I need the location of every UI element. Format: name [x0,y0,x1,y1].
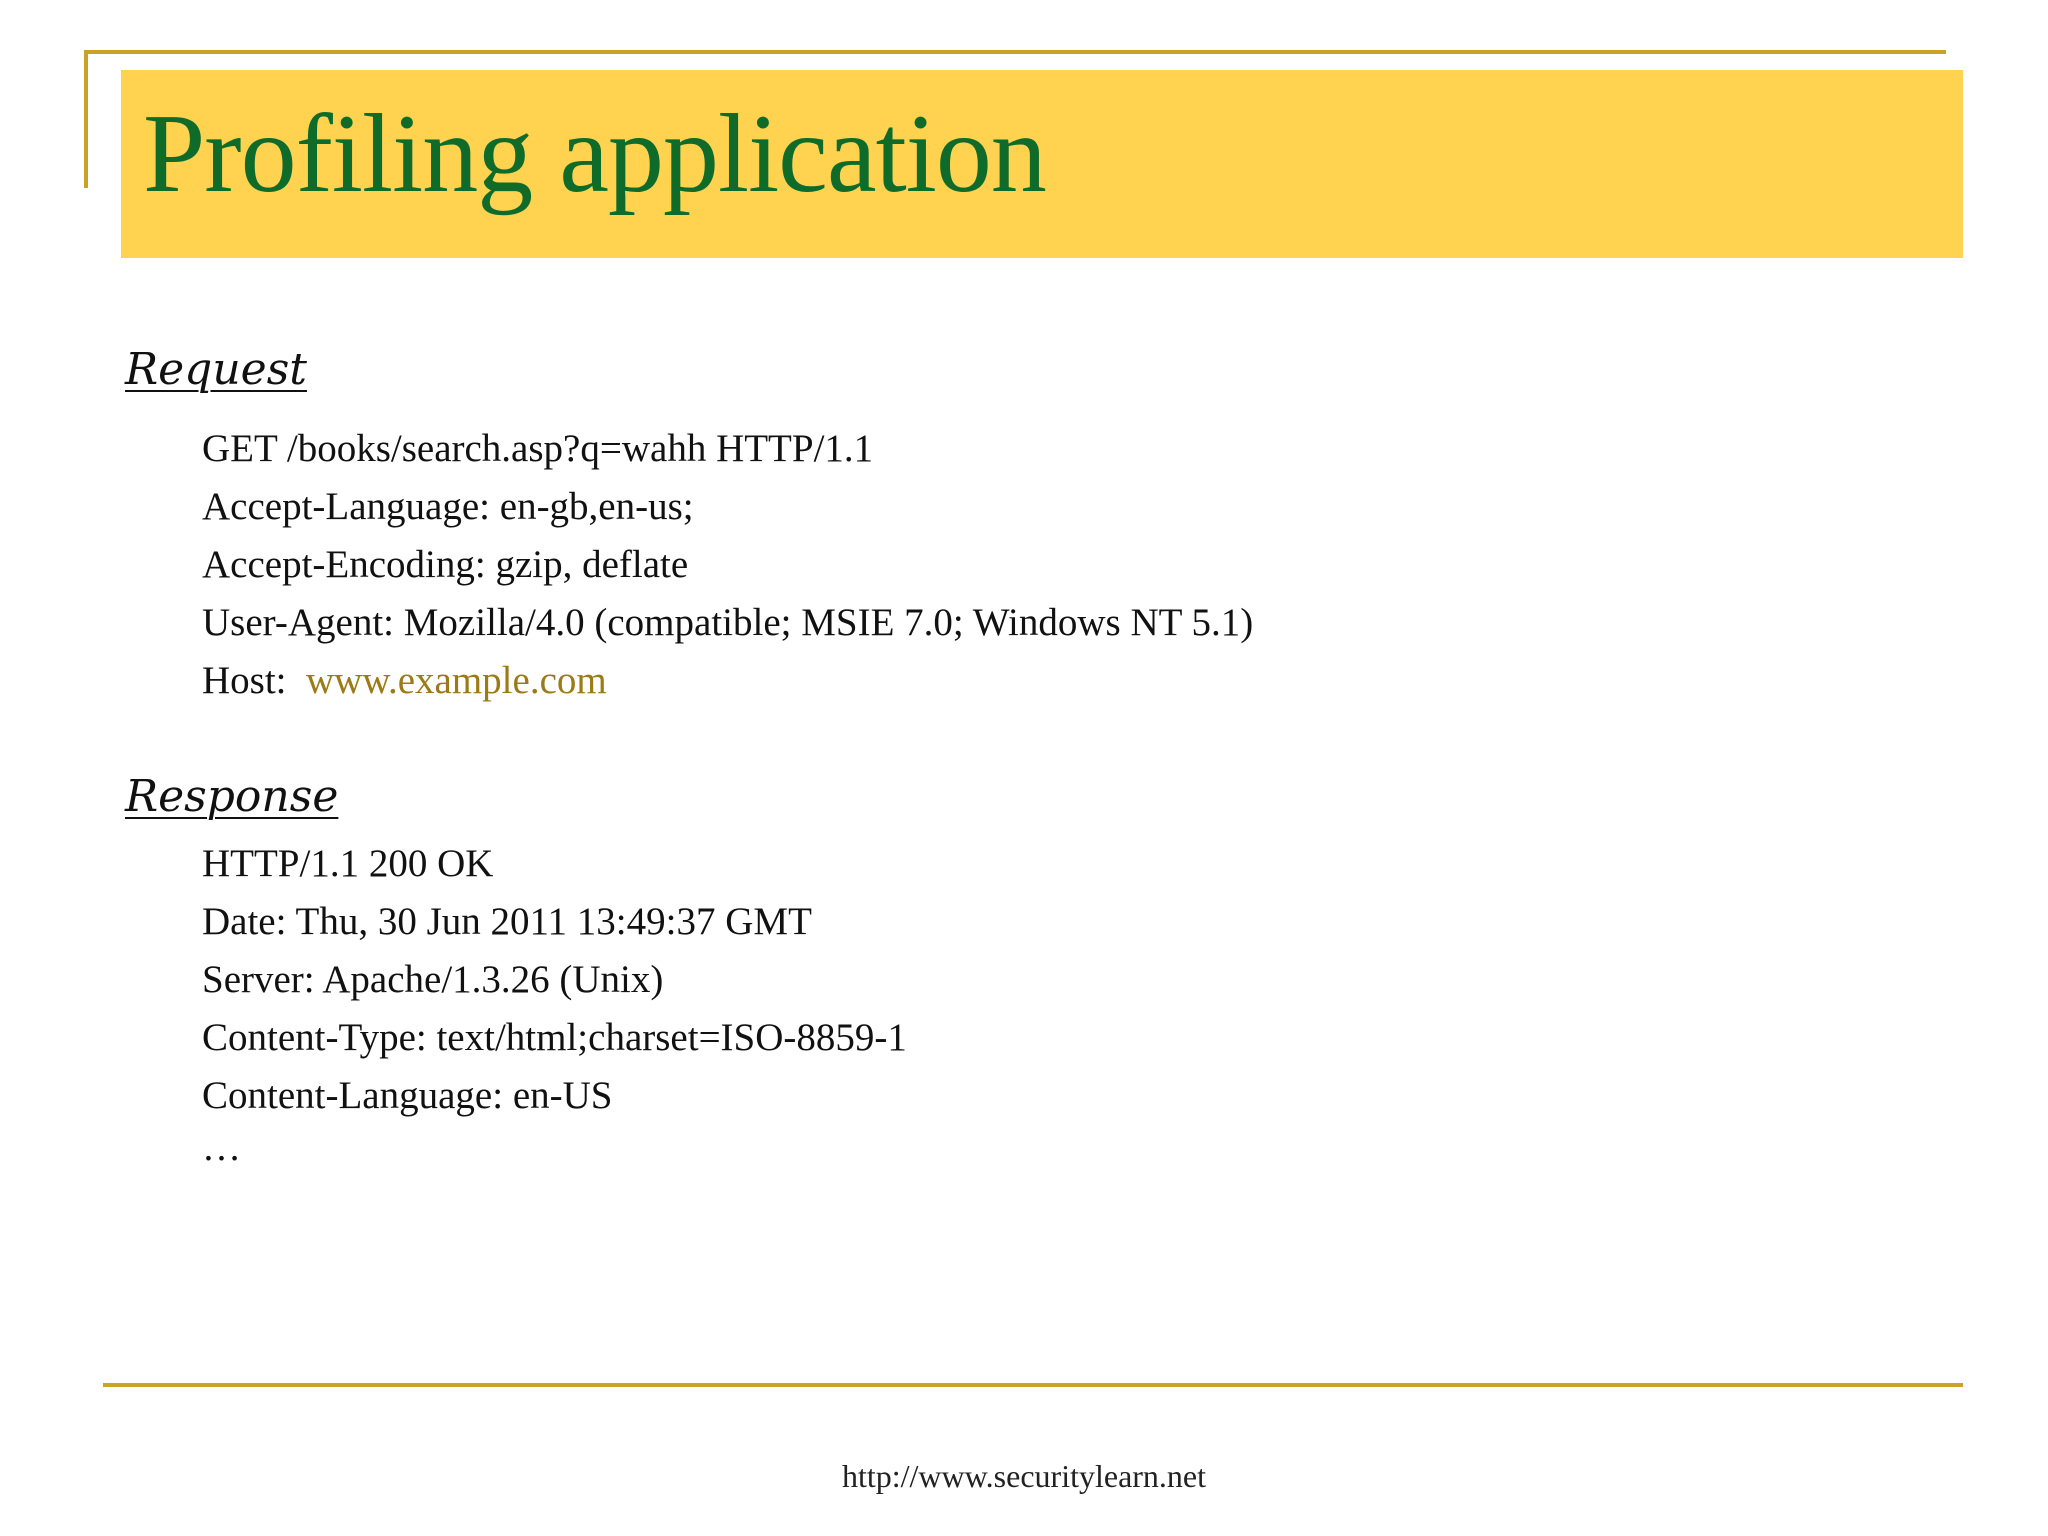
frame-top-rule [86,50,1946,54]
response-line: Content-Type: text/html;charset=ISO-8859-1 [202,1016,907,1059]
request-line: GET /books/search.asp?q=wahh HTTP/1.1 [202,427,874,470]
request-line: User-Agent: Mozilla/4.0 (compatible; MSIE 7.0; Windows NT 5.1) [202,601,1254,644]
request-heading: Request [125,344,307,395]
response-line: HTTP/1.1 200 OK [202,842,494,885]
host-link[interactable]: www.example.com [306,659,607,702]
request-line: Accept-Language: en-gb,en-us; [202,485,694,528]
request-host-line [202,652,1253,710]
footer-rule [103,1383,1963,1387]
response-line: Content-Language: en-US [202,1074,613,1117]
response-lines [202,835,907,1125]
request-line: Accept-Encoding: gzip, deflate [202,543,689,586]
title-bar [121,70,1963,258]
response-line: Server: Apache/1.3.26 (Unix) [202,958,664,1001]
slide-title: Profiling application [143,92,1046,216]
footer-url[interactable]: http://www.securitylearn.net [841,1458,1207,1494]
host-label: Host: [202,659,287,702]
response-ellipsis: … [202,1126,241,1169]
response-line: Date: Thu, 30 Jun 2011 13:49:37 GMT [202,900,812,943]
response-heading: Response [125,771,339,822]
frame-left-rule [84,50,88,188]
request-lines [202,420,1253,710]
